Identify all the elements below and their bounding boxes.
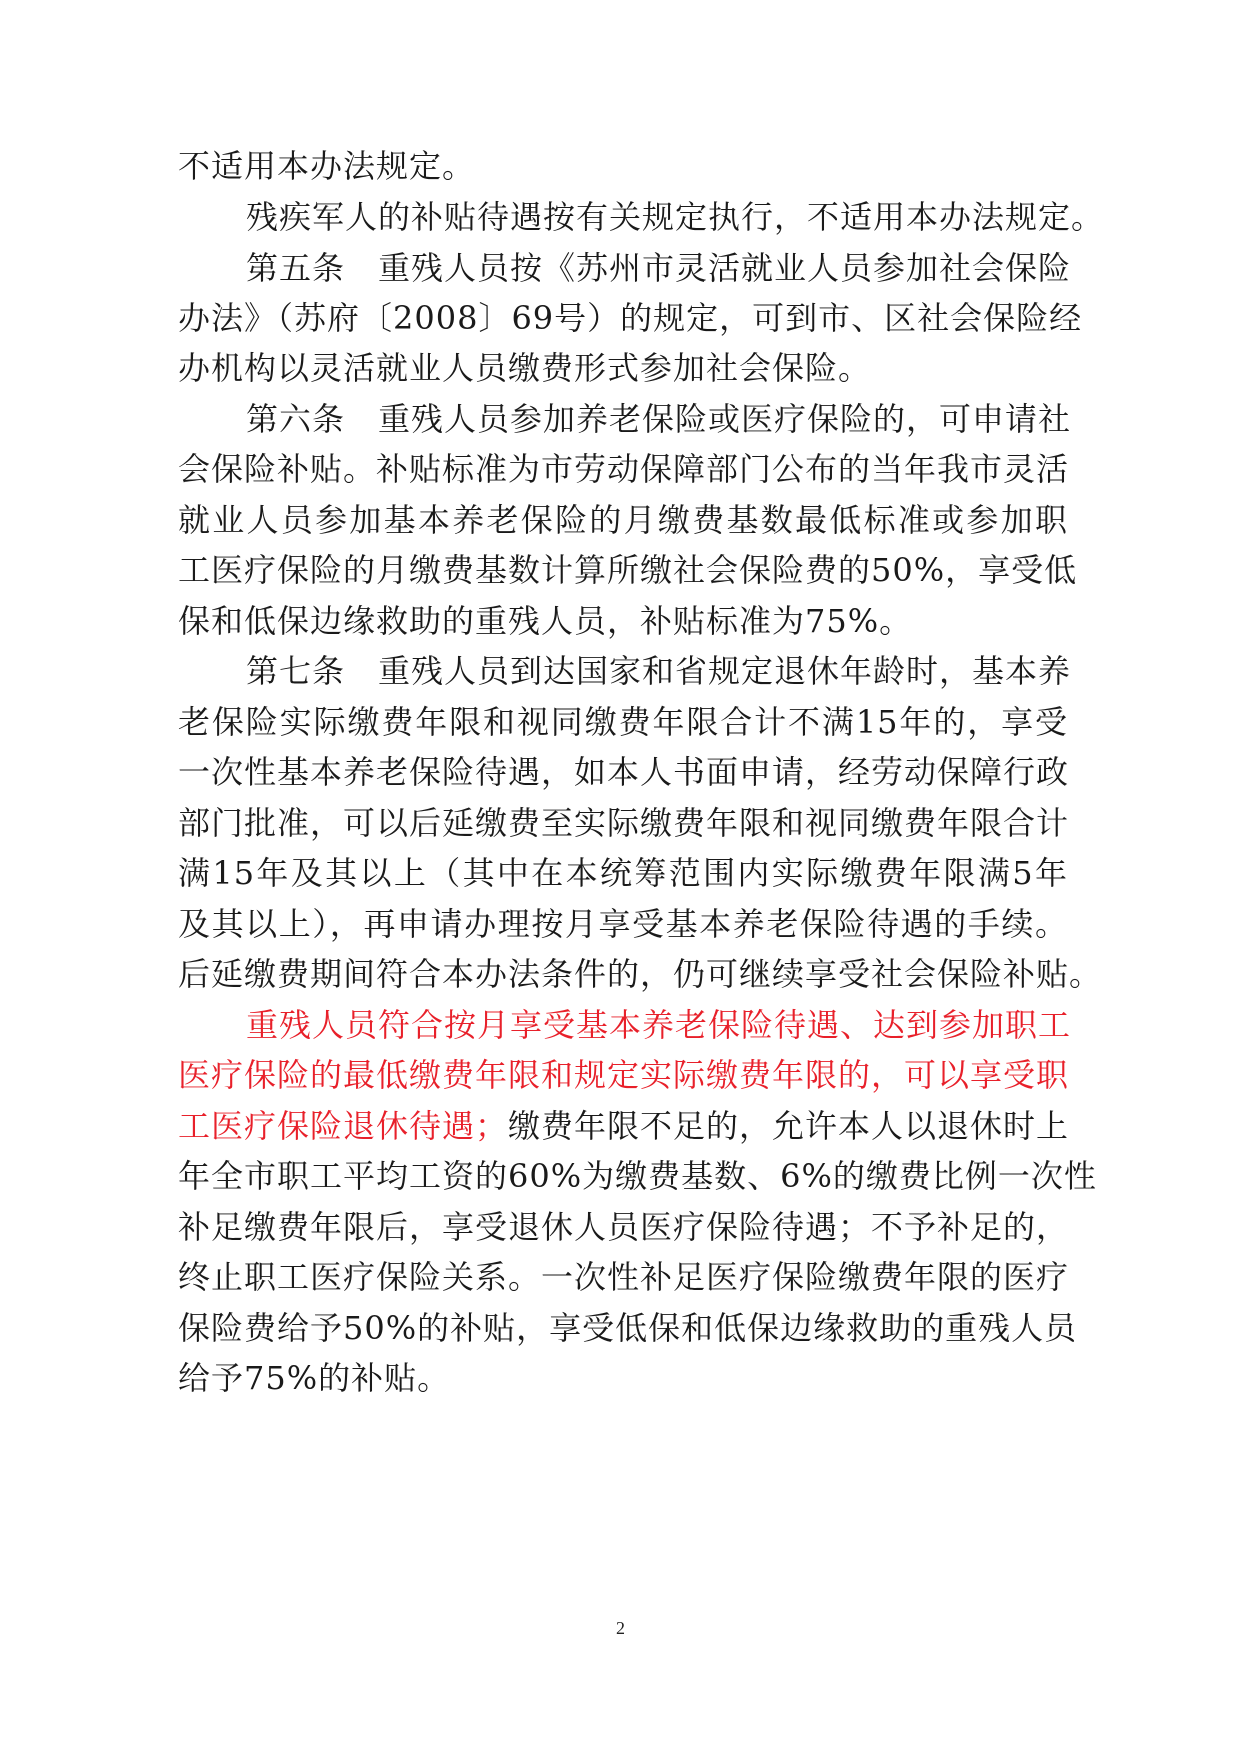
text-line: 不适用本办法规定。 bbox=[178, 147, 476, 185]
text-line: 老保险实际缴费年限和视同缴费年限合计不满15年的，享受 bbox=[178, 703, 1068, 741]
text-line: 部门批准，可以后延缴费至实际缴费年限和视同缴费年限合计 bbox=[178, 804, 1070, 842]
text-line: 保和低保边缘救助的重残人员，补贴标准为75%。 bbox=[178, 602, 913, 640]
text-line: 补足缴费年限后，享受退休人员医疗保险待遇；不予补足的， bbox=[178, 1208, 1070, 1246]
text-line: 一次性基本养老保险待遇，如本人书面申请，经劳动保障行政 bbox=[178, 753, 1070, 791]
text-line: 给予75%的补贴。 bbox=[178, 1359, 451, 1397]
highlighted-text-line: 医疗保险的最低缴费年限和规定实际缴费年限的，可以享受职 bbox=[178, 1056, 1070, 1094]
article-7-heading-line: 第七条 重残人员到达国家和省规定退休年龄时，基本养 bbox=[246, 652, 1072, 690]
text-line: 工医疗保险的月缴费基数计算所缴社会保险费的50%，享受低 bbox=[178, 551, 1078, 589]
text-line: 保险费给予50%的补贴，享受低保和低保边缘救助的重残人员 bbox=[178, 1309, 1078, 1347]
article-5-heading-line: 第五条 重残人员按《苏州市灵活就业人员参加社会保险 bbox=[246, 249, 1072, 287]
text-line: 年全市职工平均工资的60%为缴费基数、6%的缴费比例一次性 bbox=[178, 1157, 1097, 1195]
text-line: 终止职工医疗保险关系。一次性补足医疗保险缴费年限的医疗 bbox=[178, 1258, 1070, 1296]
highlighted-text-line: 重残人员符合按月享受基本养老保险待遇、达到参加职工 bbox=[246, 1006, 1072, 1044]
page-number: 2 bbox=[616, 1618, 625, 1638]
article-6-heading-line: 第六条 重残人员参加养老保险或医疗保险的，可申请社 bbox=[246, 400, 1072, 438]
text-line: 就业人员参加基本养老保险的月缴费基数最低标准或参加职 bbox=[178, 501, 1068, 539]
mixed-color-line bbox=[178, 1098, 1068, 1154]
text-line: 满15年及其以上（其中在本统筹范围内实际缴费年限满5年 bbox=[178, 854, 1068, 892]
text-line: 办法》（苏府〔2008〕69号）的规定，可到市、区社会保险经 bbox=[178, 299, 1083, 337]
text-line: 会保险补贴。补贴标准为市劳动保障部门公布的当年我市灵活 bbox=[178, 450, 1070, 488]
text-line: 办机构以灵活就业人员缴费形式参加社会保险。 bbox=[178, 349, 872, 387]
text-line: 残疾军人的补贴待遇按有关规定执行，不适用本办法规定。 bbox=[246, 198, 1105, 236]
text-line: 及其以上），再申请办理按月享受基本养老保险待遇的手续。 bbox=[178, 905, 1068, 943]
highlighted-text-segment: 工医疗保险退休待遇； bbox=[178, 1107, 509, 1145]
text-segment: 缴费年限不足的，允许本人以退休时上 bbox=[508, 1107, 1070, 1145]
text-line: 后延缴费期间符合本办法条件的，仍可继续享受社会保险补贴。 bbox=[178, 955, 1103, 993]
